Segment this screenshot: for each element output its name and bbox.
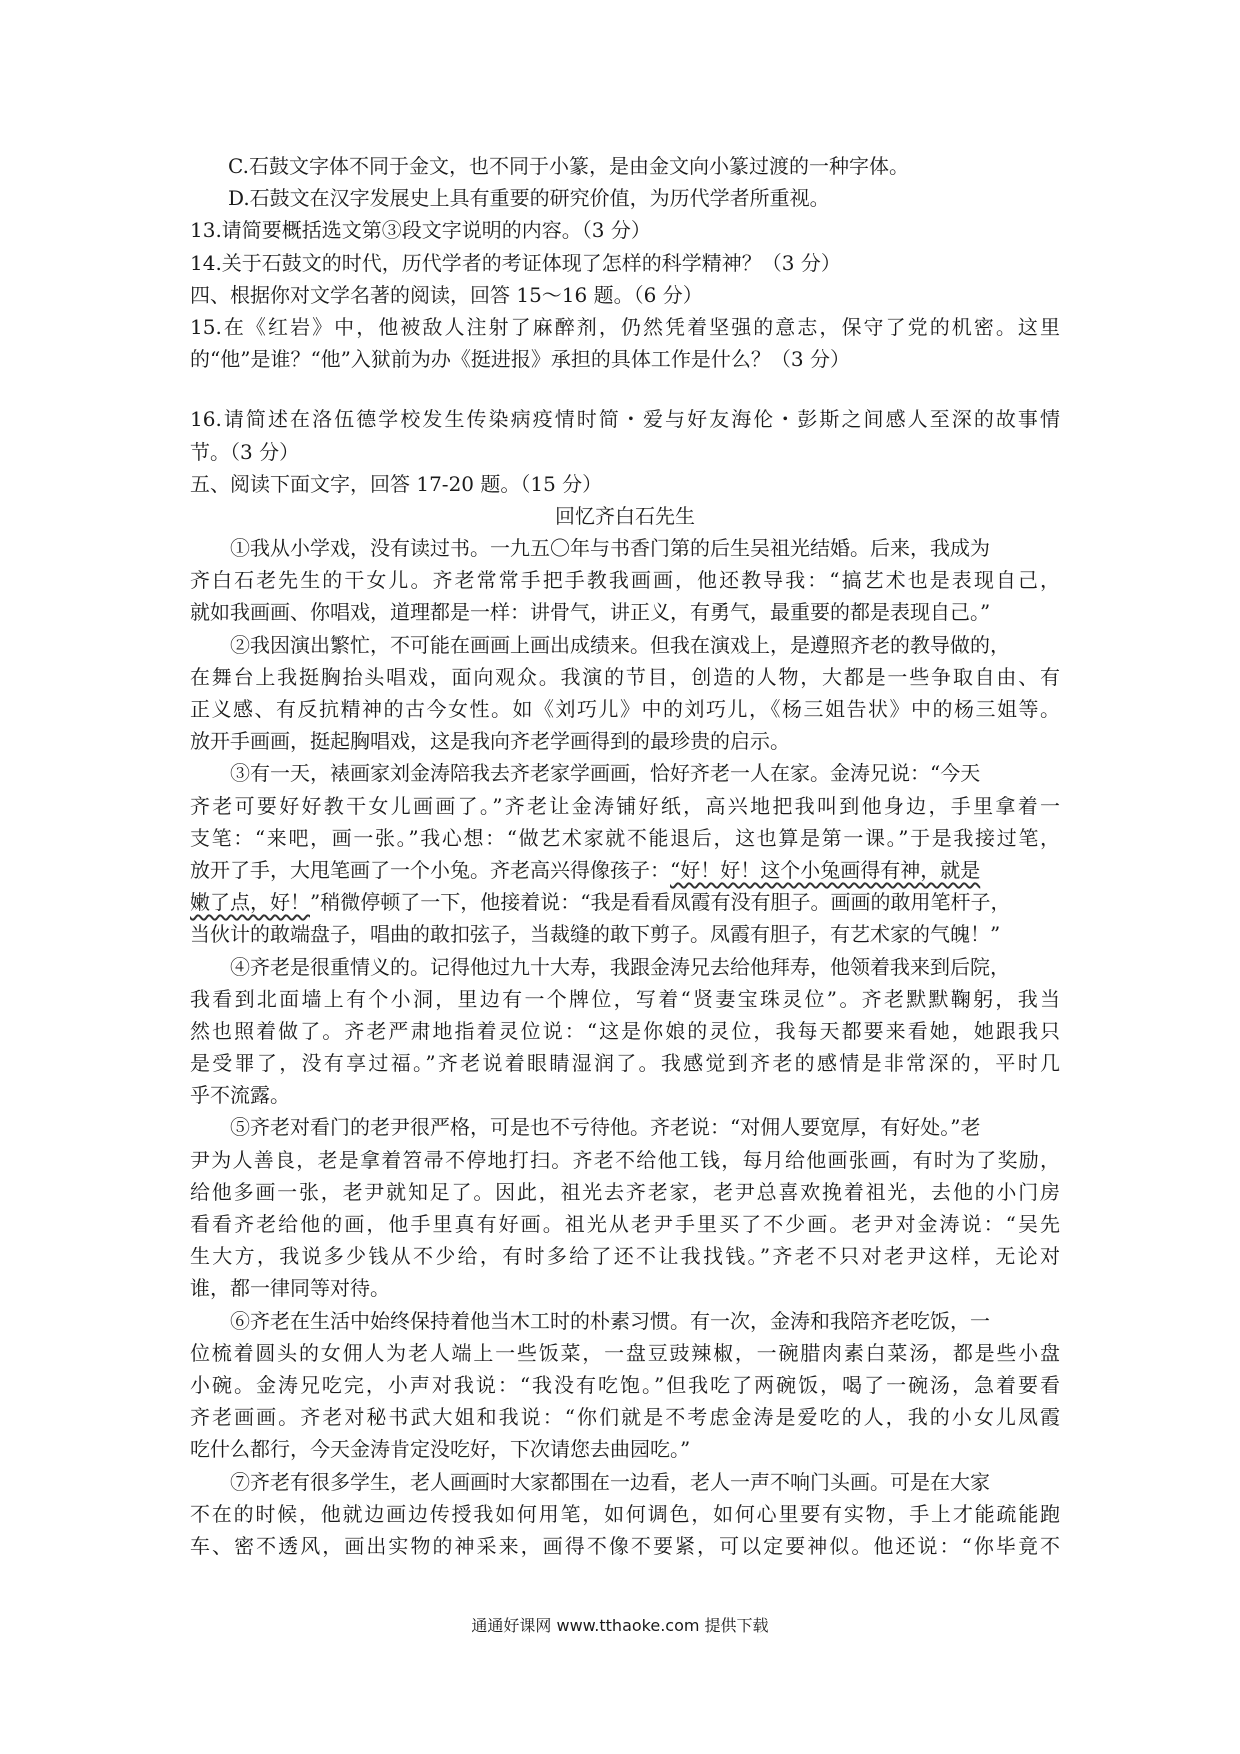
paragraph-line: 乎不流露。 xyxy=(190,1083,290,1108)
paragraph-text: 放开了手，大甩笔画了一个小兔。齐老高兴得像孩子： xyxy=(190,857,670,882)
paragraph-line xyxy=(190,886,1060,918)
download-footer: 通通好课网 www.tthaoke.com 提供下载 xyxy=(471,1616,769,1635)
paragraph-line: 吃什么都行，今天金涛肯定没吃好，下次请您去曲园吃。” xyxy=(190,1437,691,1462)
question-15-line-2: 的“他”是谁？“他”入狱前为办《挺进报》承担的具体工作是什么？（3 分） xyxy=(190,347,850,372)
option-d: D.石鼓文在汉字发展史上具有重要的研究价值，为历代学者所重视。 xyxy=(228,186,830,211)
question-15-line-1: 15.在《红岩》中，他被敌人注射了麻醉剂，仍然凭着坚强的意志，保守了党的机密。这里 xyxy=(190,314,1060,339)
exam-page xyxy=(190,150,1060,1562)
paragraph-line: 当伙计的敢端盘子，唱曲的敢扣弦子，当裁缝的敢下剪子。凤霞有胆子，有艺术家的气魄！” xyxy=(190,922,1001,947)
paragraph-line: 在舞台上我挺胸抬头唱戏，面向观众。我演的节目，创造的人物，大都是一些争取自由、有 xyxy=(190,664,1060,689)
paragraph-line xyxy=(190,854,1060,886)
paragraph-line: 生大方，我说多少钱从不少给，有时多给了还不让我找钱。”齐老不只对老尹这样，无论对 xyxy=(190,1244,1060,1269)
section-4-heading: 四、根据你对文学名著的阅读，回答 15～16 题。（6 分） xyxy=(190,282,703,307)
paragraph-line: 不在的时候，他就边画边传授我如何用笔，如何调色，如何心里要有实物，手上才能疏能跑 xyxy=(190,1501,1060,1526)
article-title: 回忆齐白石先生 xyxy=(555,503,695,528)
paragraph-line: 然也照着做了。齐老严肃地指着灵位说：“这是你娘的灵位，我每天都要来看她，她跟我只 xyxy=(190,1018,1060,1043)
paragraph-line: 车、密不透风，画出实物的神采来，画得不像不要紧，可以定要神似。他还说：“你毕竟不 xyxy=(190,1533,1060,1558)
paragraph-line: ①我从小学戏，没有读过书。一九五〇年与书香门第的后生吴祖光结婚。后来，我成为 xyxy=(230,536,990,561)
paragraph-line: 齐老画画。齐老对秘书武大姐和我说：“你们就是不考虑金涛是爱吃的人，我的小女儿凤霞 xyxy=(190,1405,1060,1430)
article-paragraph-5 xyxy=(190,1111,1060,1304)
article-paragraph-2 xyxy=(190,629,1060,758)
question-13: 13.请简要概括选文第③段文字说明的内容。（3 分） xyxy=(190,218,651,243)
paragraph-line: ②我因演出繁忙，不可能在画画上画出成绩来。但我在演戏上，是遵照齐老的教导做的， xyxy=(230,632,1010,657)
paragraph-line: 齐老可要好好教干女儿画画了。”齐老让金涛铺好纸，高兴地把我叫到他身边，手里拿着一 xyxy=(190,793,1060,818)
paragraph-line: ④齐老是很重情义的。记得他过九十大寿，我跟金涛兄去给他拜寿，他领着我来到后院， xyxy=(230,954,1010,979)
paragraph-line: ⑦齐老有很多学生，老人画画时大家都围在一边看，老人一声不响门头画。可是在大家 xyxy=(230,1469,990,1494)
paragraph-line: 位梳着圆头的女佣人为老人端上一些饭菜，一盘豆豉辣椒，一碗腊肉素白菜汤，都是些小盘 xyxy=(190,1340,1060,1365)
paragraph-line: 放开手画画，挺起胸唱戏，这是我向齐老学画得到的最珍贵的启示。 xyxy=(190,729,790,754)
option-c: C.石鼓文字体不同于金文，也不同于小篆，是由金文向小篆过渡的一种字体。 xyxy=(228,154,909,178)
paragraph-line: 看看齐老给他的画，他手里真有好画。祖光从老尹手里买了不少画。老尹对金涛说：“吴先 xyxy=(190,1212,1060,1236)
article-paragraph-3 xyxy=(190,757,1060,950)
question-16-line-1: 16.请简述在洛伍德学校发生传染病疫情时简・爱与好友海伦・彭斯之间感人至深的故事情 xyxy=(190,407,1060,432)
article-paragraph-6 xyxy=(190,1305,1060,1466)
answer-space xyxy=(190,375,1060,403)
paragraph-line: 正义感、有反抗精神的古今女性。如《刘巧儿》中的刘巧儿，《杨三姐告状》中的杨三姐等。 xyxy=(190,697,1060,721)
article-paragraph-4 xyxy=(190,951,1060,1112)
underlined-quote: 嫩了点，好！ xyxy=(190,890,310,915)
section-5-heading: 五、阅读下面文字，回答 17-20 题。（15 分） xyxy=(190,471,603,496)
paragraph-line: 给他多画一张，老尹就知足了。因此，祖光去齐老家，老尹总喜欢挽着祖光，去他的小门房 xyxy=(190,1179,1060,1204)
paragraph-line: ⑤齐老对看门的老尹很严格，可是也不亏待他。齐老说：“对佣人要宽厚，有好处。”老 xyxy=(230,1115,981,1140)
question-14: 14.关于石鼓文的时代，历代学者的考证体现了怎样的科学精神？（3 分） xyxy=(190,250,841,275)
paragraph-line: 支笔：“来吧，画一张。”我心想：“做艺术家就不能退后，这也算是第一课。”于是我接过笔， xyxy=(190,825,1060,850)
article-paragraph-1 xyxy=(190,532,1060,629)
paragraph-line: 谁，都一律同等对待。 xyxy=(190,1276,390,1301)
article-paragraph-7 xyxy=(190,1466,1060,1563)
paragraph-line: 小碗。金涛兄吃完，小声对我说：“我没有吃饱。”但我吃了两碗饭，喝了一碗汤，急着要看 xyxy=(190,1372,1060,1397)
paragraph-line: ③有一天，裱画家刘金涛陪我去齐老家学画画，恰好齐老一人在家。金涛兄说：“今天 xyxy=(230,761,981,786)
paragraph-line: 齐白石老先生的干女儿。齐老常常手把手教我画画，他还教导我：“搞艺术也是表现自己， xyxy=(190,568,1060,593)
paragraph-line: 是受罪了，没有享过福。”齐老说着眼睛湿润了。我感觉到齐老的感情是非常深的，平时几 xyxy=(190,1051,1060,1076)
paragraph-line: 尹为人善良，老是拿着笤帚不停地打扫。齐老不给他工钱，每月给他画张画，有时为了奖励， xyxy=(190,1147,1060,1172)
paragraph-text: ”稍微停顿了一下，他接着说：“我是看看凤霞有没有胆子。画画的敢用笔杆子， xyxy=(310,890,1011,915)
paragraph-line: ⑥齐老在生活中始终保持着他当木工时的朴素习惯。有一次，金涛和我陪齐老吃饭，一 xyxy=(230,1308,990,1333)
underlined-quote: “好！好！这个小兔画得有神，就是 xyxy=(670,857,981,882)
question-16-line-2: 节。（3 分） xyxy=(190,439,300,464)
paragraph-line: 我看到北面墙上有个小洞，里边有一个牌位，写着“贤妻宝珠灵位”。齐老默默鞠躬，我当 xyxy=(190,986,1060,1011)
paragraph-line: 就如我画画、你唱戏，道理都是一样：讲骨气，讲正义，有勇气，最重要的都是表现自己。” xyxy=(190,600,991,625)
